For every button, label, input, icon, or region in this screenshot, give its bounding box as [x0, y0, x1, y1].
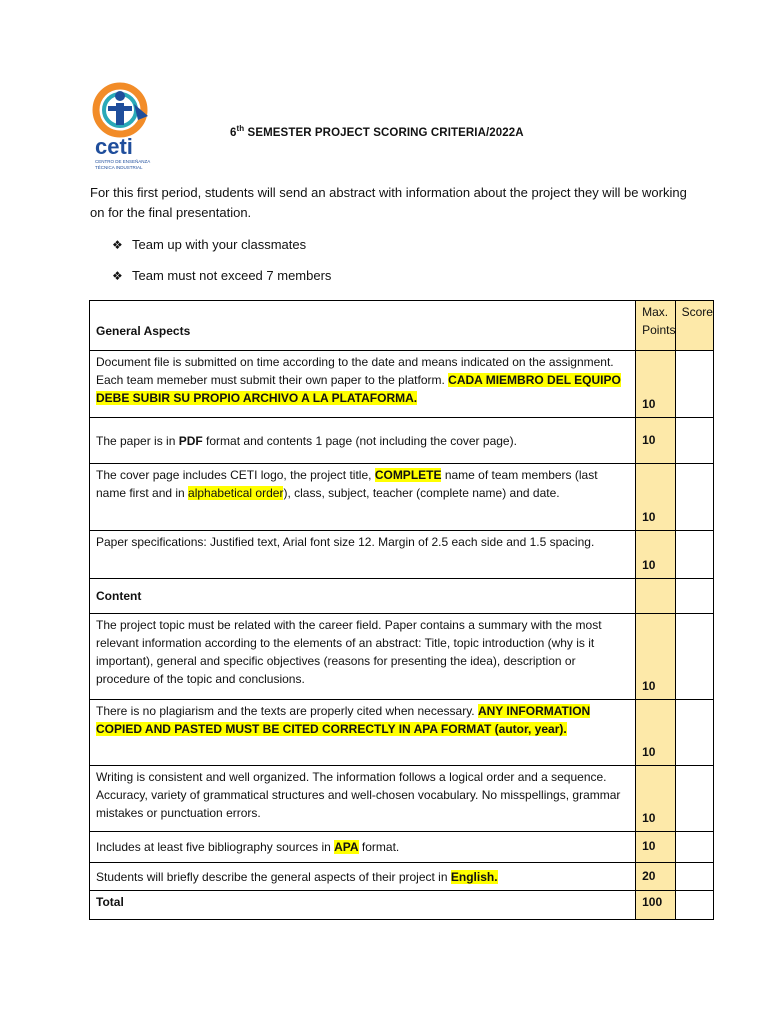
- score-cell[interactable]: [675, 418, 713, 464]
- score-cell[interactable]: [675, 766, 713, 832]
- max-points-cell: 10: [636, 351, 675, 418]
- max-points-cell: 10: [636, 766, 675, 832]
- diamond-bullet-icon: ❖: [112, 269, 123, 283]
- criterion-text: Paper specifications: Justified text, Arial font size 12. Margin of 2.5 each side and 1.5 spacing.: [90, 531, 636, 579]
- scoring-table: [89, 300, 714, 920]
- criterion-text: The cover page includes CETI logo, the project title, COMPLETE name of team members (last name first and in alphabetical order), class, subject, teacher (complete name) and date.: [90, 464, 636, 531]
- max-points-cell: 20: [636, 863, 675, 891]
- score-cell[interactable]: [675, 579, 713, 614]
- score-cell[interactable]: [675, 464, 713, 531]
- bullet-item: ❖ Team must not exceed 7 members: [112, 268, 332, 283]
- score-cell[interactable]: [675, 700, 713, 766]
- section-row: [90, 579, 714, 614]
- section-content-label: Content: [90, 579, 636, 614]
- table-row: [90, 464, 714, 531]
- criterion-text: Writing is consistent and well organized. The information follows a logical order and a sequence. Accuracy, variety of grammatical structures and well-chosen vocabulary. No misspellings, grammar mistakes or punctuation errors.: [90, 766, 636, 832]
- criterion-text: Students will briefly describe the general aspects of their project in English.: [90, 863, 636, 891]
- score-cell[interactable]: [675, 832, 713, 863]
- ceti-logo: [92, 82, 158, 176]
- criterion-text: Document file is submitted on time according to the date and means indicated on the assignment. Each team memeber must submit their own paper to the platform. CADA MIEMBRO DEL EQUIPO DEBE SUBIR SU PROPIO ARCHIVO A LA PLATAFORMA.: [90, 351, 636, 418]
- score-cell[interactable]: [675, 863, 713, 891]
- intro-paragraph: For this first period, students will send an abstract with information about the project they will be working on for the final presentation.: [90, 185, 687, 220]
- header-general-aspects: General Aspects: [90, 301, 636, 351]
- table-row: [90, 351, 714, 418]
- criterion-text: Includes at least five bibliography sources in APA format.: [90, 832, 636, 863]
- criterion-text: The paper is in PDF format and contents 1 page (not including the cover page).: [90, 418, 636, 464]
- table-row: [90, 418, 714, 464]
- table-header-row: [90, 301, 714, 351]
- bullet-item: ❖ Team up with your classmates: [112, 237, 307, 252]
- table-row: [90, 863, 714, 891]
- table-row: [90, 766, 714, 832]
- max-points-cell: [636, 579, 675, 614]
- max-points-cell: 10: [636, 464, 675, 531]
- max-points-cell: 10: [636, 700, 675, 766]
- table-row: [90, 700, 714, 766]
- max-points-cell: 10: [636, 614, 675, 700]
- header-score: Score: [675, 301, 713, 351]
- criterion-text: There is no plagiarism and the texts are properly cited when necessary. ANY INFORMATION COPIED AND PASTED MUST BE CITED CORRECTLY IN APA FORMAT (autor, year).: [90, 700, 636, 766]
- total-score-cell[interactable]: [675, 891, 713, 920]
- total-row: [90, 891, 714, 920]
- logo-subtitle-1: CENTRO DE ENSEÑANZA: [95, 159, 151, 164]
- header-max-points: Max. Points: [636, 301, 675, 351]
- score-cell[interactable]: [675, 531, 713, 579]
- logo-text: ceti: [95, 134, 133, 159]
- max-points-cell: 10: [636, 531, 675, 579]
- page-title: 6th SEMESTER PROJECT SCORING CRITERIA/2022A: [230, 124, 524, 139]
- ceti-logo-icon: [92, 82, 158, 176]
- max-points-cell: 10: [636, 832, 675, 863]
- diamond-bullet-icon: ❖: [112, 238, 123, 252]
- max-points-cell: 10: [636, 418, 675, 464]
- table-row: [90, 832, 714, 863]
- total-points-cell: 100: [636, 891, 675, 920]
- criterion-text: The project topic must be related with the career field. Paper contains a summary with the most relevant information according to the elements of an abstract: Title, topic introduction (why is it important), general and specific objectives (reasons for presenting the idea), description or procedure of the topic and conclusions.: [90, 614, 636, 700]
- score-cell[interactable]: [675, 351, 713, 418]
- score-cell[interactable]: [675, 614, 713, 700]
- table-row: [90, 531, 714, 579]
- table-row: [90, 614, 714, 700]
- total-label: Total: [90, 891, 636, 920]
- logo-subtitle-2: TÉCNICA INDUSTRIAL: [95, 165, 143, 170]
